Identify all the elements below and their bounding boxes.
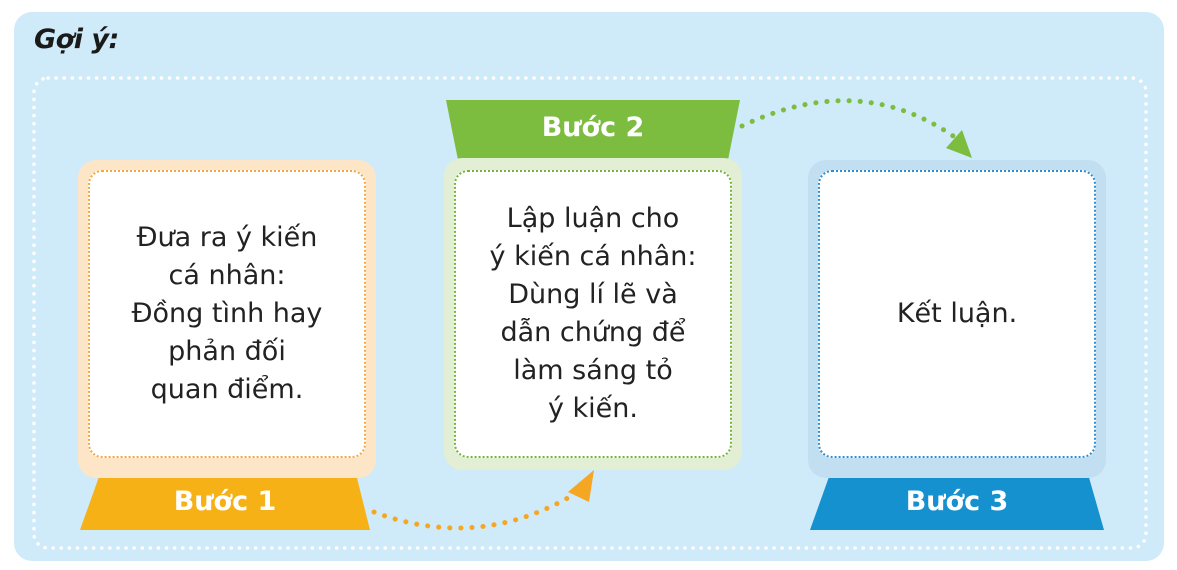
step1-label: Bước 1 xyxy=(173,486,277,517)
step1-card xyxy=(88,170,366,458)
step2-label: Bước 2 xyxy=(541,112,645,143)
step3-label: Bước 3 xyxy=(905,486,1009,517)
arrow-2-path xyxy=(742,101,956,138)
hint-title: Gợi ý: xyxy=(34,24,119,55)
step3-text: Kết luận. xyxy=(896,298,1018,329)
step2-card xyxy=(454,170,732,458)
arrow-2-head xyxy=(946,130,972,158)
arrow-1-head xyxy=(568,470,594,502)
step3-card xyxy=(818,170,1096,458)
step2-text: Lập luận cho ý kiến cá nhân: Dùng lí lẽ và dẫn chứng để làm sáng tỏ ý kiến. xyxy=(489,203,697,424)
arrow-1-path xyxy=(374,492,578,528)
step1-text: Đưa ra ý kiến cá nhân: Đồng tình hay phản đối quan điểm. xyxy=(131,222,323,405)
